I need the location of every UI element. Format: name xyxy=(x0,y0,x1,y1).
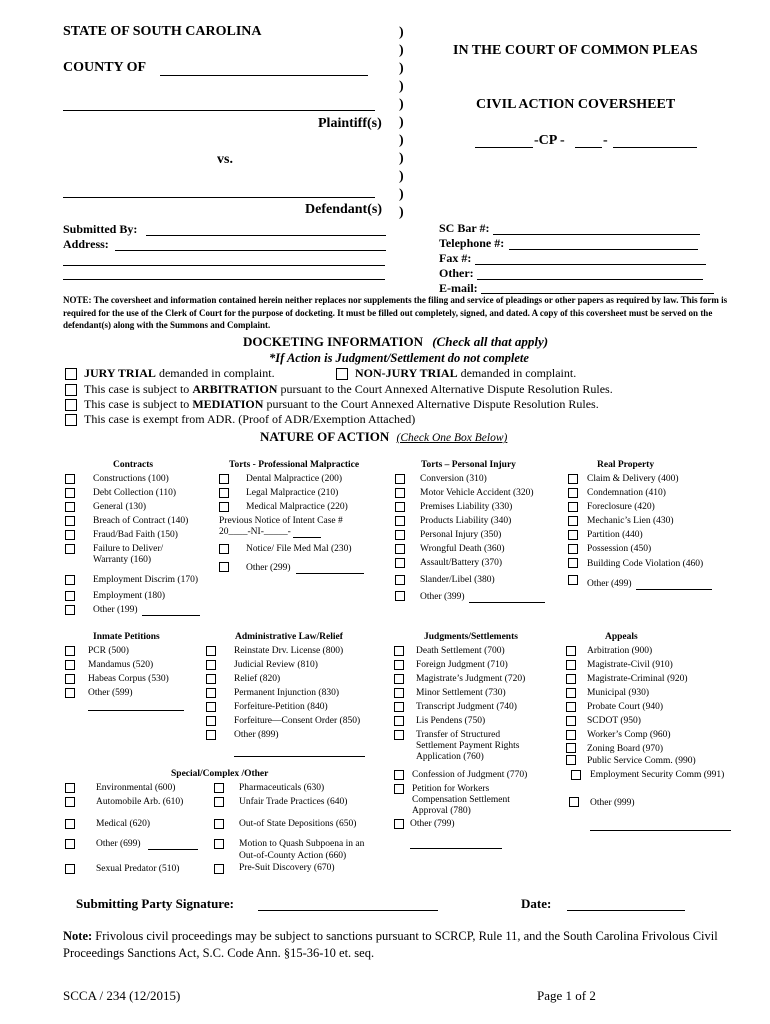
judgments-item-760a: Transfer of Structured xyxy=(416,730,501,740)
contracts-checkbox-160[interactable] xyxy=(65,544,75,554)
real-property-checkbox-460[interactable] xyxy=(568,558,578,568)
appeals-checkbox-940[interactable] xyxy=(566,702,576,712)
torts-pi-other-field[interactable] xyxy=(469,602,545,603)
appeals-item-900: Arbitration (900) xyxy=(587,646,653,656)
torts-prof-item-210: Legal Malpractice (210) xyxy=(246,488,339,498)
contracts-item-180: Employment (180) xyxy=(93,591,166,601)
special-heading: Special/Complex /Other xyxy=(171,769,269,779)
email-label: E-mail: xyxy=(439,281,478,295)
special-checkbox-640[interactable] xyxy=(214,797,224,807)
special-checkbox-650[interactable] xyxy=(214,819,224,829)
vs-label: vs. xyxy=(217,152,233,167)
mediation-label xyxy=(84,397,599,412)
non-jury-bold: NON-JURY TRIAL xyxy=(355,366,458,380)
admin-item-840: Forfeiture-Petition (840) xyxy=(234,702,328,712)
torts-prof-heading: Torts - Professional Malpractice xyxy=(229,460,360,470)
appeals-checkbox-910[interactable] xyxy=(566,660,576,670)
judgments-checkbox-700[interactable] xyxy=(394,646,404,656)
torts-prof-checkbox-200[interactable] xyxy=(219,474,229,484)
paren-11: ) xyxy=(399,205,404,220)
appeals-item-930: Municipal (930) xyxy=(587,688,650,698)
previous-notice-case-line[interactable] xyxy=(293,537,321,538)
admin-item-800: Reinstate Drv. License (800) xyxy=(234,646,344,656)
fax-field[interactable] xyxy=(475,264,706,265)
admin-checkbox-830[interactable] xyxy=(206,688,216,698)
signature-label: Submitting Party Signature: xyxy=(76,896,234,911)
judgments-item-780c: Approval (780) xyxy=(412,806,471,816)
appeals-item-950: SCDOT (950) xyxy=(587,716,641,726)
inmate-checkbox-520[interactable] xyxy=(65,660,75,670)
jury-trial-checkbox[interactable] xyxy=(65,368,77,380)
admin-checkbox-850[interactable] xyxy=(206,716,216,726)
real-property-item-499: Other (499) xyxy=(587,579,632,589)
torts-pi-checkbox-360[interactable] xyxy=(395,544,405,554)
torts-pi-item-350: Personal Injury (350) xyxy=(420,530,502,540)
defendant-name-field[interactable] xyxy=(63,197,375,198)
torts-prof-checkbox-210[interactable] xyxy=(219,488,229,498)
special-checkbox-610[interactable] xyxy=(65,797,75,807)
torts-prof-checkbox-220[interactable] xyxy=(219,502,229,512)
torts-prof-item-200: Dental Malpractice (200) xyxy=(246,474,343,484)
real-property-item-420: Foreclosure (420) xyxy=(587,502,655,512)
inmate-checkbox-599[interactable] xyxy=(65,688,75,698)
defendant-label: Defendant(s) xyxy=(305,202,382,217)
admin-item-830: Permanent Injunction (830) xyxy=(234,688,340,698)
paren-6: ) xyxy=(399,115,404,130)
appeals-item-940: Probate Court (940) xyxy=(587,702,663,712)
paren-10: ) xyxy=(399,187,404,202)
jury-trial-bold: JURY TRIAL xyxy=(84,366,156,380)
previous-notice-label: Previous Notice of Intent Case # xyxy=(219,516,343,526)
fax-label: Fax #: xyxy=(439,251,472,265)
judgments-checkbox-760[interactable] xyxy=(394,730,404,740)
other-contact-label: Other: xyxy=(439,266,474,280)
admin-heading: Administrative Law/Relief xyxy=(235,632,343,642)
contracts-checkbox-130[interactable] xyxy=(65,502,75,512)
sc-bar-label: SC Bar #: xyxy=(439,221,490,235)
contracts-item-110: Debt Collection (110) xyxy=(93,488,177,498)
paren-3: ) xyxy=(399,61,404,76)
date-label: Date: xyxy=(521,896,552,911)
judgments-checkbox-780[interactable] xyxy=(394,784,404,794)
special-checkbox-620[interactable] xyxy=(65,819,75,829)
previous-notice-case-field[interactable]: 20____-NI-_____- xyxy=(219,527,291,537)
special-item-600: Environmental (600) xyxy=(96,783,176,793)
torts-pi-item-360: Wrongful Death (360) xyxy=(420,544,505,554)
torts-pi-checkbox-380[interactable] xyxy=(395,575,405,585)
torts-pi-item-370: Assault/Battery (370) xyxy=(420,558,503,568)
admin-checkbox-820[interactable] xyxy=(206,674,216,684)
arbitration-checkbox[interactable] xyxy=(65,384,77,396)
real-property-heading: Real Property xyxy=(597,460,655,470)
real-property-item-400: Claim & Delivery (400) xyxy=(587,474,679,484)
special-item-699: Other (699) xyxy=(96,839,141,849)
torts-pi-item-340: Products Liability (340) xyxy=(420,516,512,526)
arbitration-bold: ARBITRATION xyxy=(192,382,278,396)
judgments-item-780b: Compensation Settlement xyxy=(412,795,510,805)
judgments-checkbox-710[interactable] xyxy=(394,660,404,670)
docketing-check-all: (Check all that apply) xyxy=(432,334,549,349)
appeals-checkbox-930[interactable] xyxy=(566,688,576,698)
state-label: STATE OF SOUTH CAROLINA xyxy=(63,24,262,39)
appeals-checkbox-920[interactable] xyxy=(566,674,576,684)
torts-pi-item-320: Motor Vehicle Accident (320) xyxy=(420,488,534,498)
judgments-other-field[interactable] xyxy=(410,848,502,849)
arbitration-pre: This case is subject to xyxy=(84,382,190,396)
judgments-item-799: Other (799) xyxy=(410,819,455,829)
appeals-checkbox-900[interactable] xyxy=(566,646,576,656)
paren-4: ) xyxy=(399,79,404,94)
contracts-item-150: Fraud/Bad Faith (150) xyxy=(93,530,178,540)
special-item-640: Unfair Trade Practices (640) xyxy=(239,797,348,807)
nature-check-one: (Check One Box Below) xyxy=(396,432,508,444)
non-jury-trial-checkbox[interactable] xyxy=(336,368,348,380)
torts-prof-other-field[interactable] xyxy=(296,573,364,574)
judgments-checkbox-770[interactable] xyxy=(394,770,404,780)
appeals-item-999: Other (999) xyxy=(590,798,635,808)
address-label: Address: xyxy=(63,237,109,251)
page-number: Page 1 of 2 xyxy=(537,988,596,1003)
adr-exempt-checkbox[interactable] xyxy=(65,414,77,426)
special-checkbox-510[interactable] xyxy=(65,864,75,874)
mediation-checkbox[interactable] xyxy=(65,399,77,411)
contracts-checkbox-110[interactable] xyxy=(65,488,75,498)
coversheet-note: NOTE: The coversheet and information contained herein neither replaces nor supplements the filing and service of pleadings or other papers as required by law. This form is required for the use of the Clerk of Court for the purpose of docketing. It must be filled out completely, signed, and dated. A copy of this coversheet must be served on the defendant(s) along with the Summons and Complaint. xyxy=(63,295,728,330)
real-property-other-field[interactable] xyxy=(636,589,712,590)
submitted-by-label: Submitted By: xyxy=(63,222,138,236)
appeals-item-960: Worker’s Comp (960) xyxy=(587,730,671,740)
telephone-field[interactable] xyxy=(509,249,698,250)
docketing-subtitle: *If Action is Judgment/Settlement do not complete xyxy=(269,351,529,365)
contracts-item-170: Employment Discrim (170) xyxy=(93,575,199,585)
admin-item-899: Other (899) xyxy=(234,730,279,740)
appeals-checkbox-991[interactable] xyxy=(571,770,581,780)
special-checkbox-699[interactable] xyxy=(65,839,75,849)
case-year-field[interactable] xyxy=(475,147,533,148)
docketing-title-text: DOCKETING INFORMATION xyxy=(243,334,423,349)
mediation-post: pursuant to the Court Annexed Alternative Dispute Resolution Rules. xyxy=(266,397,599,411)
real-property-item-450: Possession (450) xyxy=(587,544,652,554)
torts-prof-item-220: Medical Malpractice (220) xyxy=(246,502,348,512)
admin-checkbox-810[interactable] xyxy=(206,660,216,670)
special-checkbox-600[interactable] xyxy=(65,783,75,793)
torts-pi-checkbox-370[interactable] xyxy=(395,558,405,568)
real-property-item-440: Partition (440) xyxy=(587,530,643,540)
inmate-checkbox-530[interactable] xyxy=(65,674,75,684)
torts-prof-checkbox-230[interactable] xyxy=(219,544,229,554)
torts-pi-item-310: Conversion (310) xyxy=(420,474,487,484)
special-item-660a: Motion to Quash Subpoena in an xyxy=(239,839,365,849)
contracts-item-100: Constructions (100) xyxy=(93,474,169,484)
torts-pi-item-330: Premises Liability (330) xyxy=(420,502,513,512)
judgments-item-750: Lis Pendens (750) xyxy=(416,716,486,726)
special-item-650: Out-of State Depositions (650) xyxy=(239,819,357,829)
admin-checkbox-840[interactable] xyxy=(206,702,216,712)
frivolous-note xyxy=(63,928,753,962)
form-id: SCCA / 234 (12/2015) xyxy=(63,988,181,1003)
case-dash-label: - xyxy=(603,133,608,148)
judgments-item-700: Death Settlement (700) xyxy=(416,646,505,656)
judgments-item-730: Minor Settlement (730) xyxy=(416,688,506,698)
contracts-other-field[interactable] xyxy=(142,615,200,616)
judgments-checkbox-720[interactable] xyxy=(394,674,404,684)
special-item-510: Sexual Predator (510) xyxy=(96,864,180,874)
real-property-checkbox-420[interactable] xyxy=(568,502,578,512)
telephone-label: Telephone #: xyxy=(439,236,505,250)
real-property-checkbox-430[interactable] xyxy=(568,516,578,526)
appeals-other-field[interactable] xyxy=(590,830,731,831)
county-field[interactable] xyxy=(160,75,368,76)
judgments-checkbox-730[interactable] xyxy=(394,688,404,698)
appeals-checkbox-990[interactable] xyxy=(566,755,576,765)
contracts-item-130: General (130) xyxy=(93,502,147,512)
address-field-1[interactable] xyxy=(115,250,386,251)
appeals-heading: Appeals xyxy=(605,632,638,642)
contracts-item-160a: Failure to Deliver/ xyxy=(93,544,164,554)
paren-8: ) xyxy=(399,151,404,166)
torts-pi-checkbox-340[interactable] xyxy=(395,516,405,526)
real-property-checkbox-450[interactable] xyxy=(568,544,578,554)
appeals-item-991: Employment Security Comm (991) xyxy=(590,770,725,780)
real-property-item-460: Building Code Violation (460) xyxy=(587,559,704,569)
special-other-field[interactable] xyxy=(148,849,198,850)
contracts-checkbox-180[interactable] xyxy=(65,591,75,601)
mediation-bold: MEDIATION xyxy=(192,397,264,411)
judgments-checkbox-799[interactable] xyxy=(394,819,404,829)
court-label: IN THE COURT OF COMMON PLEAS xyxy=(453,43,698,58)
admin-item-820: Relief (820) xyxy=(234,674,281,684)
torts-pi-item-380: Slander/Libel (380) xyxy=(420,575,495,585)
judgments-heading: Judgments/Settlements xyxy=(424,632,518,642)
address-field-3[interactable] xyxy=(63,279,385,280)
admin-item-850: Forfeiture—Consent Order (850) xyxy=(234,716,361,726)
contracts-checkbox-100[interactable] xyxy=(65,474,75,484)
contracts-item-199: Other (199) xyxy=(93,605,138,615)
county-label: COUNTY OF xyxy=(63,60,147,75)
inmate-checkbox-500[interactable] xyxy=(65,646,75,656)
nature-of-action-title xyxy=(260,429,507,445)
special-item-670: Pre-Suit Discovery (670) xyxy=(239,863,335,873)
special-checkbox-660[interactable] xyxy=(214,839,224,849)
real-property-item-430: Mechanic’s Lien (430) xyxy=(587,516,674,526)
admin-other-field[interactable] xyxy=(234,756,365,757)
plaintiff-label: Plaintiff(s) xyxy=(318,116,382,131)
special-item-610: Automobile Arb. (610) xyxy=(96,797,184,807)
torts-pi-checkbox-399[interactable] xyxy=(395,591,405,601)
real-property-checkbox-440[interactable] xyxy=(568,530,578,540)
appeals-checkbox-970[interactable] xyxy=(566,743,576,753)
paren-5: ) xyxy=(399,97,404,112)
contracts-heading: Contracts xyxy=(113,460,154,470)
special-checkbox-670[interactable] xyxy=(214,864,224,874)
nature-title-text: NATURE OF ACTION xyxy=(260,429,390,444)
inmate-other-field[interactable] xyxy=(88,710,184,711)
signature-field[interactable] xyxy=(258,910,438,911)
paren-7: ) xyxy=(399,133,404,148)
judgments-item-770: Confession of Judgment (770) xyxy=(412,770,528,780)
torts-pi-checkbox-330[interactable] xyxy=(395,502,405,512)
submitted-by-field[interactable] xyxy=(146,235,386,236)
real-property-item-410: Condemnation (410) xyxy=(587,488,666,498)
sc-bar-field[interactable] xyxy=(493,234,700,235)
inmate-item-599: Other (599) xyxy=(88,688,133,698)
contracts-checkbox-170[interactable] xyxy=(65,575,75,585)
case-number-field[interactable] xyxy=(613,147,697,148)
torts-pi-checkbox-320[interactable] xyxy=(395,488,405,498)
special-checkbox-630[interactable] xyxy=(214,783,224,793)
appeals-checkbox-950[interactable] xyxy=(566,716,576,726)
paren-2: ) xyxy=(399,43,404,58)
judgments-item-720: Magistrate’s Judgment (720) xyxy=(416,674,526,684)
inmate-item-500: PCR (500) xyxy=(88,646,129,656)
appeals-checkbox-960[interactable] xyxy=(566,730,576,740)
torts-pi-item-399: Other (399) xyxy=(420,592,465,602)
date-field[interactable] xyxy=(567,910,685,911)
judgments-item-760b: Settlement Payment Rights xyxy=(416,741,520,751)
form-title: CIVIL ACTION COVERSHEET xyxy=(476,97,676,112)
paren-9: ) xyxy=(399,169,404,184)
torts-pi-checkbox-310[interactable] xyxy=(395,474,405,484)
real-property-checkbox-400[interactable] xyxy=(568,474,578,484)
real-property-checkbox-499[interactable] xyxy=(568,575,578,585)
inmate-item-530: Habeas Corpus (530) xyxy=(88,674,169,684)
judgments-item-780a: Petition for Workers xyxy=(412,784,490,794)
arbitration-label xyxy=(84,382,613,397)
contracts-checkbox-199[interactable] xyxy=(65,605,75,615)
case-cp-field[interactable] xyxy=(575,147,602,148)
paren-1: ) xyxy=(399,25,404,40)
contracts-checkbox-150[interactable] xyxy=(65,530,75,540)
real-property-checkbox-410[interactable] xyxy=(568,488,578,498)
admin-item-810: Judicial Review (810) xyxy=(234,660,318,670)
judgments-item-740: Transcript Judgment (740) xyxy=(416,702,517,712)
inmate-item-520: Mandamus (520) xyxy=(88,660,154,670)
torts-personal-heading: Torts – Personal Injury xyxy=(421,460,516,470)
appeals-item-920: Magistrate-Criminal (920) xyxy=(587,674,688,684)
inmate-heading: Inmate Petitions xyxy=(93,632,160,642)
special-item-620: Medical (620) xyxy=(96,819,151,829)
address-field-2[interactable] xyxy=(63,265,385,266)
arbitration-post: pursuant to the Court Annexed Alternative Dispute Resolution Rules. xyxy=(280,382,613,396)
torts-prof-item-299: Other (299) xyxy=(246,563,291,573)
torts-prof-checkbox-299[interactable] xyxy=(219,562,229,572)
frivolous-note-text: Frivolous civil proceedings may be subject to sanctions pursuant to SCRCP, Rule 11, and the South Carolina Frivolous Civil Proceedings Sanctions Act, S.C. Code Ann. §15-36-10 et. seq. xyxy=(63,929,718,960)
contracts-checkbox-140[interactable] xyxy=(65,516,75,526)
contracts-item-140: Breach of Contract (140) xyxy=(93,516,189,526)
frivolous-note-bold: Note: xyxy=(63,929,93,943)
judgments-item-760c: Application (760) xyxy=(416,752,484,762)
special-item-630: Pharmaceuticals (630) xyxy=(239,783,325,793)
judgments-checkbox-750[interactable] xyxy=(394,716,404,726)
docketing-title xyxy=(243,334,548,350)
jury-trial-rest: demanded in complaint. xyxy=(158,366,275,380)
judgments-checkbox-740[interactable] xyxy=(394,702,404,712)
torts-prof-item-230: Notice/ File Med Mal (230) xyxy=(246,544,352,554)
special-item-660b: Out-of-County Action (660) xyxy=(239,851,347,861)
jury-trial-label xyxy=(84,366,275,381)
mediation-pre: This case is subject to xyxy=(84,397,190,411)
appeals-item-910: Magistrate-Civil (910) xyxy=(587,660,673,670)
non-jury-trial-label xyxy=(355,366,576,381)
judgments-item-710: Foreign Judgment (710) xyxy=(416,660,508,670)
appeals-checkbox-999[interactable] xyxy=(569,797,579,807)
appeals-item-990: Public Service Comm. (990) xyxy=(587,756,696,766)
admin-checkbox-800[interactable] xyxy=(206,646,216,656)
other-contact-field[interactable] xyxy=(477,279,703,280)
plaintiff-name-field[interactable] xyxy=(63,110,375,111)
appeals-item-970: Zoning Board (970) xyxy=(587,744,663,754)
admin-checkbox-899[interactable] xyxy=(206,730,216,740)
adr-exempt-label: This case is exempt from ADR. (Proof of ADR/Exemption Attached) xyxy=(84,412,416,426)
contracts-item-160b: Warranty (160) xyxy=(93,555,152,565)
non-jury-rest: demanded in complaint. xyxy=(460,366,577,380)
case-cp-label: -CP - xyxy=(534,133,565,148)
torts-pi-checkbox-350[interactable] xyxy=(395,530,405,540)
